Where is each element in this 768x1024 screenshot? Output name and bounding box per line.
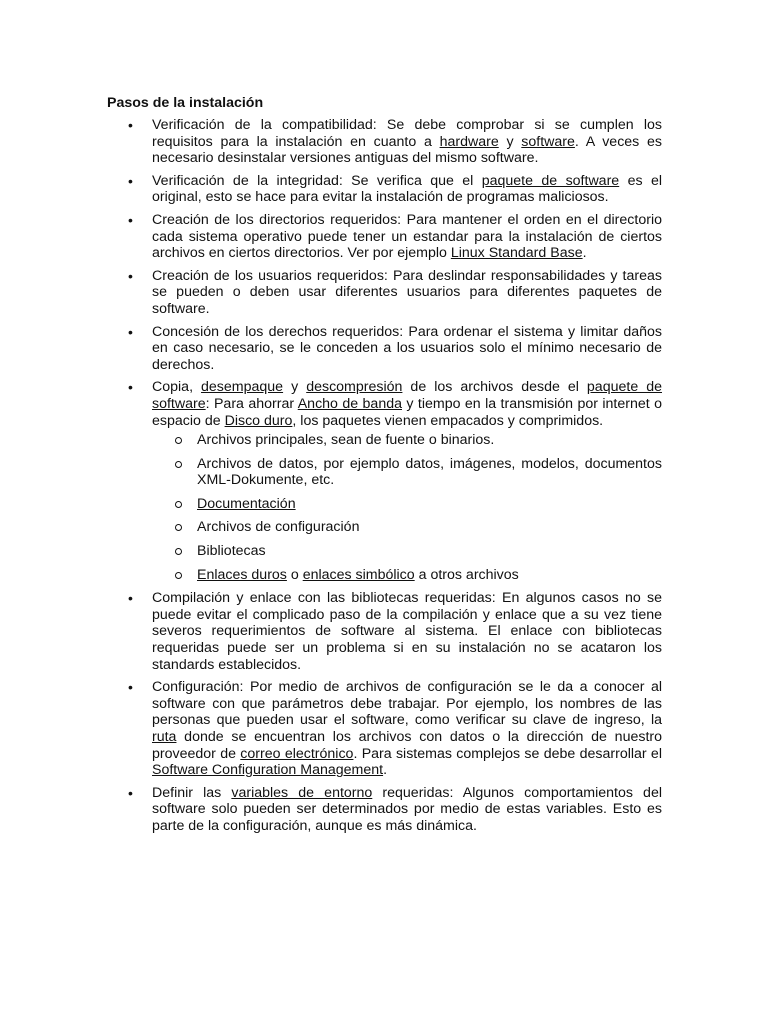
list-item	[107, 785, 662, 835]
list-item	[107, 212, 662, 262]
sublist-item	[152, 496, 662, 513]
sublist-item-text: Bibliotecas	[197, 543, 266, 560]
list-item-text: Configuración: Por medio de archivos de configuración se le da a conocer al software con que parámetros debe trabajar. Por ejemplo, los nombres de las personas que pueden usar el software, como verificar su clave de ingreso, la ruta donde se encuentran los archivos con datos o la dirección de nuestro proveedor de correo electrónico. Para sistemas complejos se debe desarrollar el Software Configuration Management.	[152, 679, 662, 779]
installation-steps-list	[107, 117, 662, 841]
sublist-item	[152, 543, 662, 560]
inline-link[interactable]: software	[521, 133, 575, 150]
sublist-item-text: Enlaces duros o enlaces simbólico a otros archivos	[197, 566, 519, 583]
inline-link[interactable]: Software Configuration Management	[152, 762, 384, 779]
list-item	[107, 324, 662, 374]
sublist-item-text	[197, 496, 296, 512]
sublist-item	[152, 456, 662, 489]
inline-link[interactable]: variables de entorno	[231, 784, 373, 801]
inline-link[interactable]: ruta	[152, 729, 177, 745]
inline-link[interactable]: Disco duro	[224, 412, 293, 429]
inline-link[interactable]: Linux Standard Base	[450, 245, 583, 262]
sublist-item	[152, 432, 662, 449]
list-item-text: Creación de los directorios requeridos: Para mantener el orden en el directorio cada sistema operativo puede tener un estandar para la instalación de ciertos archivos en ciertos directorios. Ver por ejemplo Linux Standard Base.	[152, 211, 662, 262]
list-item-text: Creación de los usuarios requeridos: Para deslindar responsabilidades y tareas se pueden o deben usar diferentes usuarios para diferentes paquetes de software.	[152, 267, 662, 317]
inline-link[interactable]: paquete de software	[481, 172, 620, 189]
file-types-sublist	[152, 432, 662, 583]
list-item	[107, 268, 662, 318]
sublist-item-text: Archivos de datos, por ejemplo datos, imágenes, modelos, documentos XML-Dokumente, etc.	[197, 455, 662, 489]
sublist-item-text: Archivos principales, sean de fuente o binarios.	[197, 432, 495, 449]
inline-link[interactable]: Ancho de banda	[297, 395, 402, 412]
list-item-text: Verificación de la compatibilidad: Se debe comprobar si se cumplen los requisitos para la instalación en cuanto a hardware y software. A veces es necesario desinstalar versiones antiguas del mismo software.	[152, 117, 662, 167]
inline-link[interactable]: paquete de software	[152, 379, 662, 412]
inline-link[interactable]: Enlaces duros	[197, 566, 287, 583]
inline-link[interactable]: enlaces simbólico	[302, 566, 415, 583]
list-item-text: Compilación y enlace con las bibliotecas requeridas: En algunos casos no se puede evitar el complicado paso de la compilación y enlace que a su vez tiene severos requerimientos de software al sistema. El enlace con bibliotecas requeridas puede ser un problema si en su instalación no se acataron los standards establecidos.	[152, 590, 662, 673]
list-item	[107, 379, 662, 583]
inline-link[interactable]: hardware	[439, 133, 499, 150]
list-item-text: Definir las variables de entorno requeridas: Algunos comportamientos del software solo pueden ser determinados por medio de estas variables. Esto es parte de la configuración, aunque es más dinámica.	[152, 784, 662, 834]
list-item-text: Verificación de la integridad: Se verifica que el paquete de software es el original, esto se hace para evitar la instalación de programas maliciosos.	[152, 172, 663, 206]
list-item-text: Copia, desempaque y descompresión de los archivos desde el paquete de software: Para ahorrar Ancho de banda y tiempo en la transmisión por internet o espacio de Disco duro, los paquetes vienen empacados y comprimidos.	[152, 379, 663, 429]
list-item	[107, 679, 662, 779]
inline-link[interactable]: descompresión	[306, 379, 403, 396]
inline-link[interactable]: desempaque	[201, 379, 284, 396]
list-item	[107, 173, 662, 206]
list-item-text: Concesión de los derechos requeridos: Para ordenar el sistema y limitar daños en caso necesario, se le conceden a los usuarios solo el mínimo necesario de derechos.	[152, 323, 662, 373]
sublist-item-text: Archivos de configuración	[197, 519, 360, 536]
list-item	[107, 117, 662, 167]
sublist-item	[152, 519, 662, 536]
list-item	[107, 590, 662, 673]
sublist-item	[152, 567, 662, 584]
inline-link[interactable]: correo electrónico	[240, 745, 354, 762]
section-heading: Pasos de la instalación	[107, 95, 264, 111]
inline-link[interactable]: Documentación	[197, 495, 296, 512]
